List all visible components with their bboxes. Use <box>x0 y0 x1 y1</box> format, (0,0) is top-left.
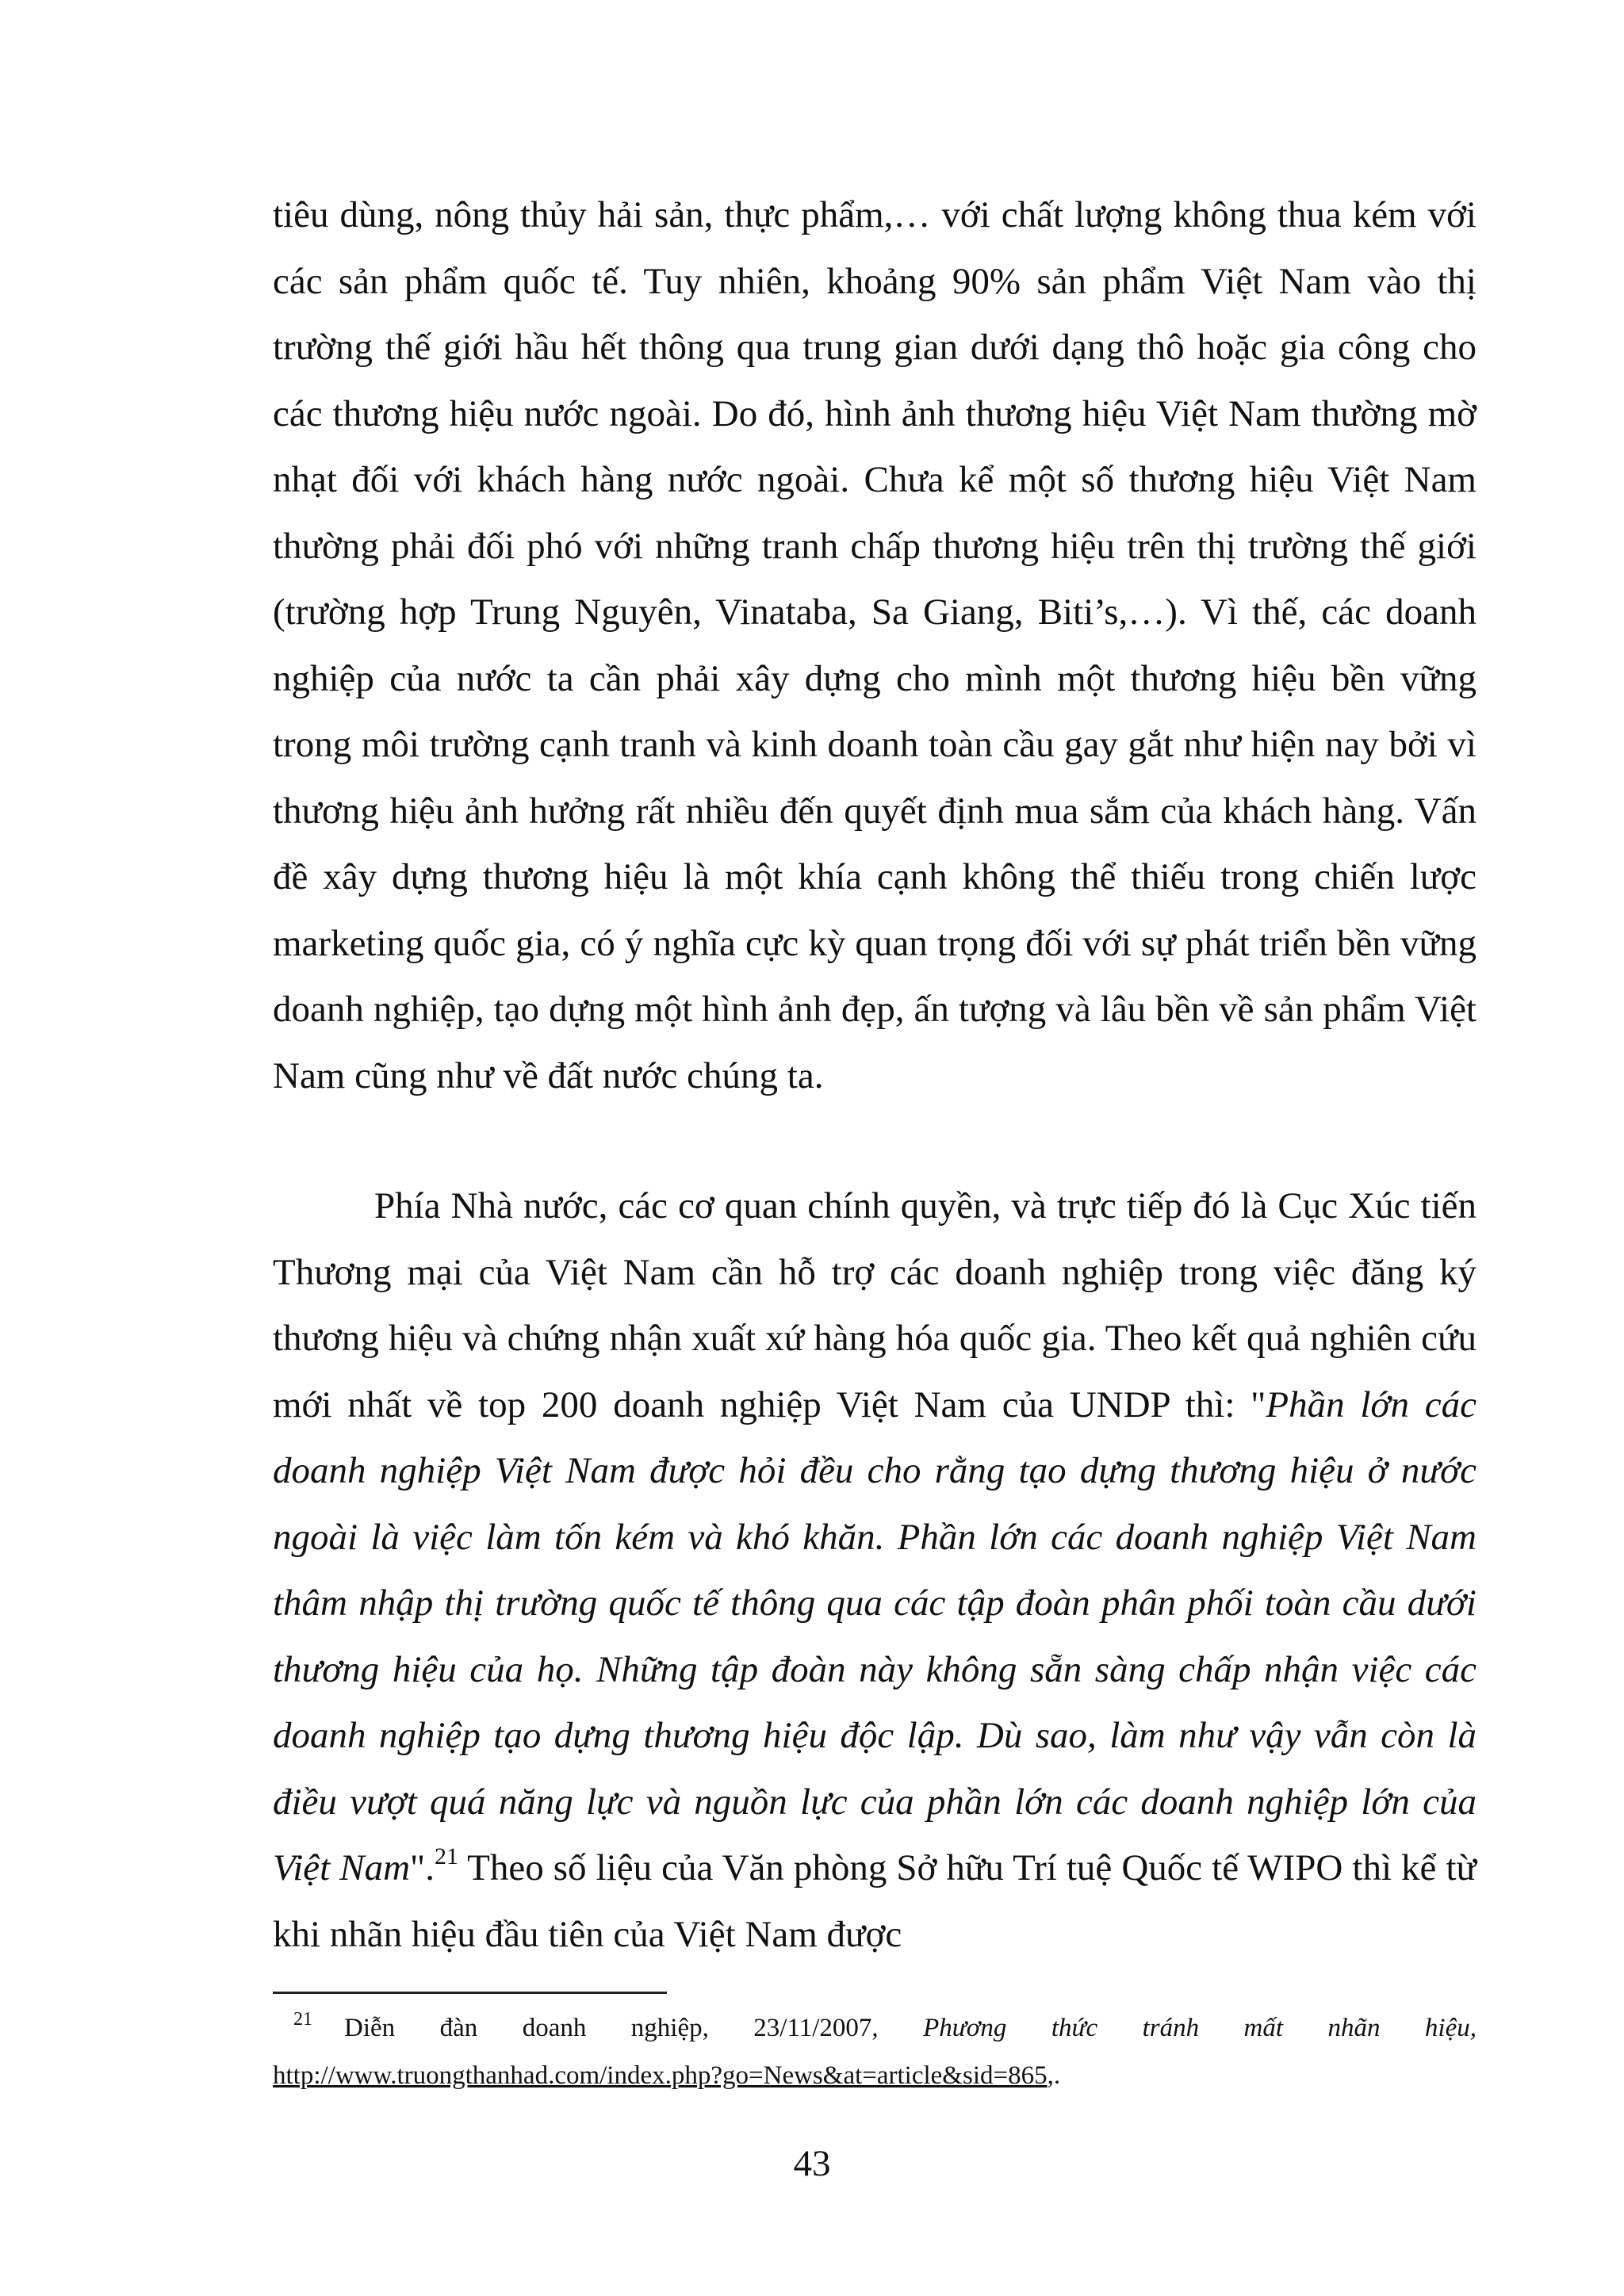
footnote-word: đàn <box>439 2014 478 2042</box>
paragraph-2 <box>273 1173 1477 1968</box>
footnote-word: Diễn <box>344 2014 396 2042</box>
page-number: 43 <box>793 2143 831 2184</box>
footnote-title-word: tránh <box>1142 2014 1200 2042</box>
footnote-source-first-word <box>273 2004 395 2052</box>
footnote <box>273 2004 1477 2099</box>
footnote-word: nghiệp, <box>630 2014 709 2042</box>
footnote-title-word: mất <box>1243 2014 1284 2042</box>
footnote-line-1 <box>273 2004 1477 2052</box>
footnote-title-word: Phương <box>923 2014 1007 2042</box>
footnote-link[interactable]: http://www.truongthanhad.com/index.php?go=News&at=article&sid=865 <box>273 2061 1048 2090</box>
footnote-separator <box>273 1992 667 1994</box>
footnote-title-word: thức <box>1051 2014 1098 2042</box>
footnote-title-word: nhãn <box>1327 2014 1381 2042</box>
footnote-reference[interactable]: 21 <box>434 1843 458 1869</box>
footnote-title-word: hiệu, <box>1424 2014 1477 2042</box>
paragraph-2-outro: Theo số liệu của Văn phòng Sở hữu Trí tuệ Quốc tế WIPO thì kể từ khi nhãn hiệu đầu tiên của Việt Nam được <box>273 1847 1477 1955</box>
footnote-link-suffix: ,. <box>1047 2061 1061 2090</box>
footnote-number: 21 <box>293 2009 312 2030</box>
paragraph-1: tiêu dùng, nông thủy hải sản, thực phẩm,… với chất lượng không thua kém với các sản phẩm quốc tế. Tuy nhiên, khoảng 90% sản phẩm Việt Nam vào thị trường thế giới hầu hết thông qua trung gian dưới dạng thô hoặc gia công cho các thương hiệu nước ngoài. Do đó, hình ảnh thương hiệu Việt Nam thường mờ nhạt đối với khách hàng nước ngoài. Chưa kể một số thương hiệu Việt Nam thường phải đối phó với những tranh chấp thương hiệu trên thị trường thế giới (trường hợp Trung Nguyên, Vinataba, Sa Giang, Biti’s,…). Vì thế, các doanh nghiệp của nước ta cần phải xây dựng cho mình một thương hiệu bền vững trong môi trường cạnh tranh và kinh doanh toàn cầu gay gắt như hiện nay bởi vì thương hiệu ảnh hưởng rất nhiều đến quyết định mua sắm của khách hàng. Vấn đề xây dựng thương hiệu là một khía cạnh không thể thiếu trong chiến lược marketing quốc gia, có ý nghĩa cực kỳ quan trọng đối với sự phát triển bền vững doanh nghiệp, tạo dựng một hình ảnh đẹp, ấn tượng và lâu bền về sản phẩm Việt Nam cũng như về đất nước chúng ta. <box>273 194 1477 1096</box>
footnote-word: doanh <box>522 2014 587 2042</box>
footnote-date: 23/11/2007, <box>753 2014 879 2042</box>
quote-close: ". <box>410 1847 435 1888</box>
footnote-line-2 <box>273 2052 1477 2099</box>
undp-quote: Phần lớn các doanh nghiệp Việt Nam được hỏi đều cho rằng tạo dựng thương hiệu ở nước ngoài là việc làm tốn kém và khó khăn. Phần lớn các doanh nghiệp Việt Nam thâm nhập thị trường quốc tế thông qua các tập đoàn phân phối toàn cầu dưới thương hiệu của họ. Những tập đoàn này không sẵn sàng chấp nhận việc các doanh nghiệp tạo dựng thương hiệu độc lập. Dù sao, làm như vậy vẫn còn là điều vượt quá năng lực và nguồn lực của phần lớn các doanh nghiệp lớn của Việt Nam <box>273 1383 1477 1888</box>
paragraph-2-intro: Phía Nhà nước, các cơ quan chính quyền, và trực tiếp đó là Cục Xúc tiến Thương mại của Việt Nam cần hỗ trợ các doanh nghiệp trong việc đăng ký thương hiệu và chứng nhận xuất xứ hàng hóa quốc gia. Theo kết quả nghiên cứu mới nhất về top 200 doanh nghiệp Việt Nam của UNDP thì: " <box>273 1185 1477 1425</box>
